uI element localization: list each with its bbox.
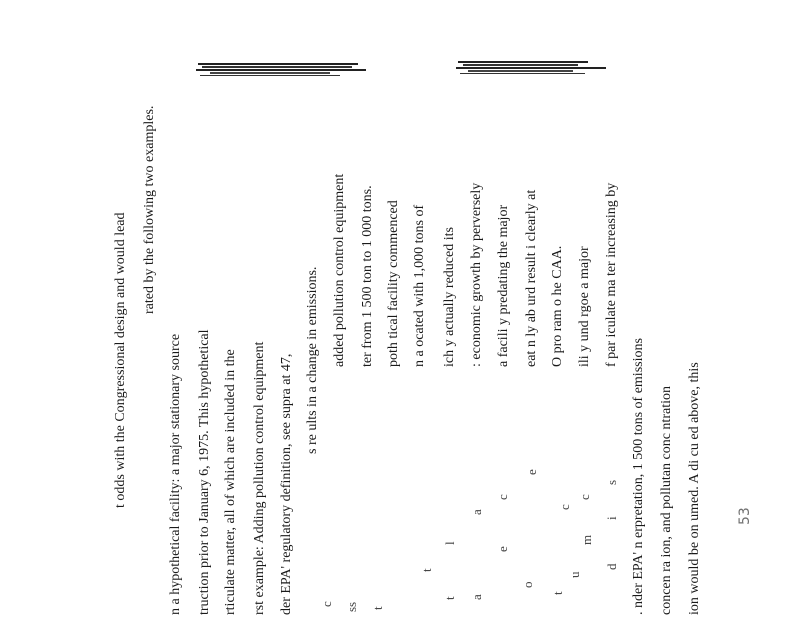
bleed-fragment: o	[520, 581, 535, 588]
page-number: 53	[737, 507, 753, 525]
text-line-6: rst example: Adding pollution control equipment	[252, 341, 267, 615]
text-line-17: O pro ram o he CAA.	[550, 245, 565, 367]
bleed-fragment: l	[442, 541, 457, 545]
text-line-21: concen ra ion, and pollutan conc ntration	[659, 386, 674, 615]
text-line-14: : economic growth by perversely	[469, 182, 484, 367]
bleed-fragment: a	[469, 509, 484, 515]
bleed-fragment: i	[604, 516, 619, 520]
bleed-fragment: c	[557, 504, 572, 510]
text-line-11: poth tical facility commenced	[386, 200, 401, 367]
text-line-16: eat n ly ab urd result i clearly at	[524, 189, 539, 367]
text-line-22: ion would be on umed. A di cu ed above, this	[687, 362, 702, 615]
bleed-fragment: s	[604, 479, 619, 485]
text-line-4: truction prior to January 6, 1975. This hypothetical	[197, 329, 212, 615]
text-line-1: t odds with the Congressional design and would lead	[113, 212, 128, 508]
text-line-20: . nder EPA' n erpretation, 1 500 tons of emissions	[631, 338, 646, 615]
bleed-fragment: e	[524, 469, 539, 475]
text-line-2: rated by the following two examples.	[142, 105, 157, 314]
bleed-fragment: t	[370, 606, 385, 610]
text-line-9: added pollution control equipment	[332, 173, 347, 367]
text-line-7: der EPA' regulatory definition, see supra at 47,	[279, 353, 294, 615]
redaction-mark-right	[438, 42, 653, 97]
text-line-18: ili y und rgoe a major	[577, 246, 592, 367]
bleed-fragment: m	[579, 534, 594, 545]
text-line-13: ich y actually reduced its	[442, 227, 457, 367]
bleed-fragment: t	[442, 596, 457, 600]
redacted-header-left	[170, 42, 385, 97]
bleed-fragment: c	[577, 494, 592, 500]
bleed-fragment: t	[550, 591, 565, 595]
text-line-10: ter from 1 500 ton to 1 000 tons.	[360, 185, 375, 367]
bleed-fragment: u	[567, 571, 582, 578]
bleed-fragment: e	[495, 546, 510, 552]
bleed-fragment: d	[604, 563, 619, 570]
text-line-15: a facili y predating the major	[496, 204, 511, 367]
bleed-fragment: t	[419, 568, 434, 572]
bleed-fragment: c	[495, 494, 510, 500]
bleed-fragment: c	[319, 601, 334, 607]
bleed-fragment: a	[469, 594, 484, 600]
redacted-header-right	[438, 42, 653, 97]
text-line-12: n a ocated with 1,000 tons of	[412, 204, 427, 367]
text-line-3: n a hypothetical facility: a major stationary source	[168, 333, 183, 615]
text-line-8: s re ults in a change in emissions.	[305, 266, 320, 454]
text-line-19: f par iculate ma ter increasing by	[604, 182, 619, 367]
bleed-fragment: ss	[344, 601, 359, 612]
text-line-5: rticulate matter, all of which are included in the	[223, 349, 238, 615]
redaction-mark-left	[170, 42, 385, 97]
